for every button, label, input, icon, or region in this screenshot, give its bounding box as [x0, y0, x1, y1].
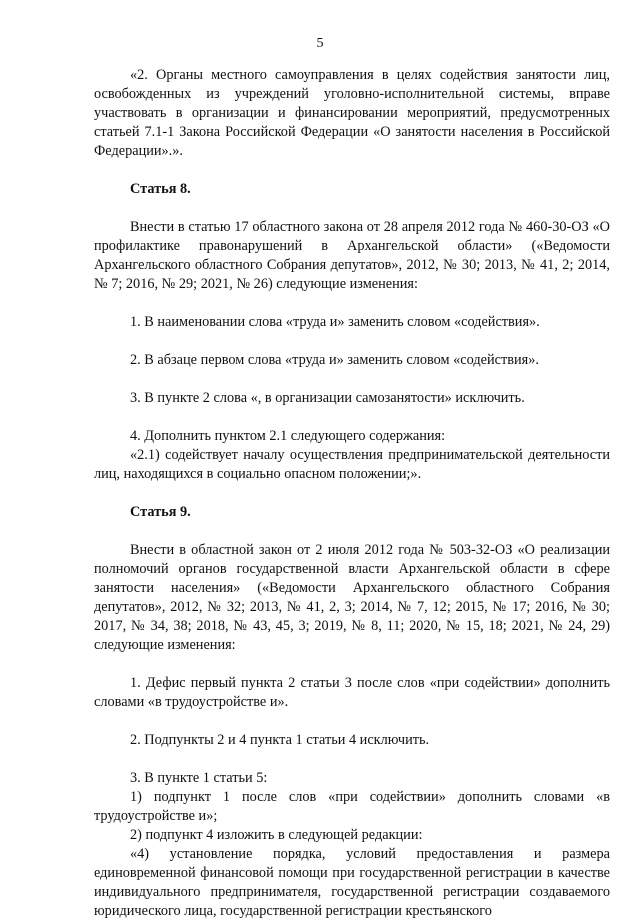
article-9-item-3-sub-2-text: «4) установление порядка, условий предоставления и размера единовременной финансовой помощи при государственной регистрации в качестве индивидуального предпринимателя, государственной регистрации создаваемого юридического лица, государственной регистрации крестьянского — [94, 846, 610, 919]
article-9-item-2: 2. Подпункты 2 и 4 пункта 1 статьи 4 исключить. — [130, 732, 430, 748]
article-9-intro: Внести в областной закон от 2 июля 2012 года № 503-32-ОЗ «О реализации полномочий органов государственной власти Архангельской области в сфере занятости населения» («Ведомости Архангельского областного Собрания депутатов», 2012, № 32; 2013, № 41, 2, 3; 2014, № 7, 12; 2015, № 17; 2016, № 30; 2017, № 34, 38; 2018, № 43, 45, 3; 2019, № 8, 11; 2020, № 15, 18; 2021, № 24, 29) следующие изменения: — [94, 542, 610, 653]
article-8-item-4-text: «2.1) содействует началу осуществления предпринимательской деятельности лиц, находящихся в социально опасном положении;». — [94, 447, 610, 482]
article-9-item-3-sub-2: 2) подпункт 4 изложить в следующей редакции: — [130, 827, 423, 843]
article-8-item-3: 3. В пункте 2 слова «, в организации самозанятости» исключить. — [130, 390, 525, 406]
article-8-heading: Статья 8. — [130, 181, 191, 197]
article-8-item-2: 2. В абзаце первом слова «труда и» заменить словом «содействия». — [130, 352, 539, 368]
article-9-item-1: 1. Дефис первый пункта 2 статьи 3 после слов «при содействии» дополнить словами «в трудоустройстве и». — [94, 675, 610, 710]
article-8-item-1: 1. В наименовании слова «труда и» заменить словом «содействия». — [130, 314, 540, 330]
document-body — [94, 66, 610, 921]
article-8-intro: Внести в статью 17 областного закона от 28 апреля 2012 года № 460-30-ОЗ «О профилактике правонарушений в Архангельской области» («Ведомости Архангельского областного Собрания депутатов», 2012, № 30; 2013, № 41, 2; 2014, № 7; 2016, № 29; 2021, № 26) следующие изменения: — [94, 219, 610, 292]
paragraph-amendment-quote: «2. Органы местного самоуправления в целях содействия занятости лиц, освобожденных из учреждений уголовно-исполнительной системы, вправе участвовать в организации и финансировании мероприятий, предусмотренных статьей 7.1-1 Закона Российской Федерации «О занятости населения в Российской Федерации».». — [94, 67, 610, 159]
page-number: 5 — [316, 36, 324, 51]
article-9-item-3-sub-1: 1) подпункт 1 после слов «при содействии» дополнить словами «в трудоустройстве и»; — [94, 789, 610, 824]
article-9-item-3: 3. В пункте 1 статьи 5: — [130, 770, 268, 786]
article-9-heading: Статья 9. — [130, 504, 191, 520]
article-8-item-4: 4. Дополнить пунктом 2.1 следующего содержания: — [130, 428, 446, 444]
